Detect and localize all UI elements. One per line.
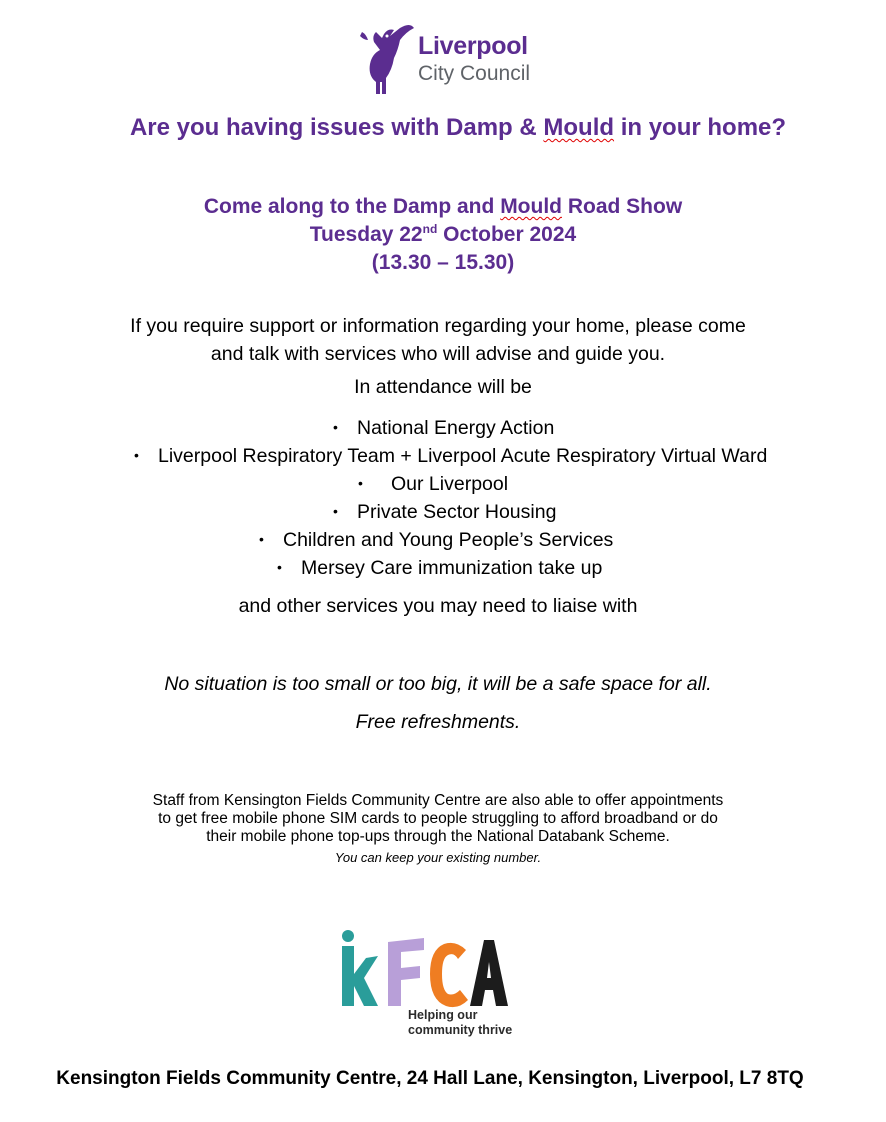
list-item <box>333 501 556 524</box>
list-item <box>333 417 554 440</box>
roadshow-title <box>0 193 886 221</box>
bullet-icon: • <box>358 475 363 491</box>
liver-bird-icon <box>354 24 416 96</box>
liverpool-city-council-logo <box>354 24 564 96</box>
headline-text-start: Are you having issues with Damp & <box>129 114 544 141</box>
kfca-wordmark-icon <box>338 928 508 1012</box>
staff-note-line: to get free mobile phone SIM cards to people struggling to afford broadband or do <box>158 810 718 827</box>
refreshments-note: Free refreshments. <box>355 711 521 733</box>
list-item-label: Private Sector Housing <box>357 501 557 523</box>
kfca-logo <box>338 928 538 1043</box>
roadshow-title-end: Road Show <box>562 195 683 218</box>
list-item <box>134 445 767 468</box>
date-month-year: October 2024 <box>437 223 577 246</box>
safe-space-statement: No situation is too small or too big, it will be a safe space for all. <box>164 673 712 695</box>
list-item <box>277 557 602 580</box>
list-item <box>259 529 613 552</box>
bullet-icon: • <box>333 419 338 435</box>
roadshow-date <box>0 221 886 249</box>
intro-paragraph <box>0 312 876 368</box>
bullet-icon: • <box>134 447 139 463</box>
page-headline <box>10 114 886 142</box>
staff-note-line: Staff from Kensington Fields Community Centre are also able to offer appointments <box>152 792 724 809</box>
staff-note-line: their mobile phone top-ups through the National Databank Scheme. <box>206 828 670 845</box>
staff-note <box>0 792 876 846</box>
intro-line: If you require support or information regarding your home, please come <box>130 315 746 337</box>
headline-text-end: in your home? <box>614 114 787 141</box>
list-item <box>358 473 508 496</box>
keep-number-note: You can keep your existing number. <box>334 850 542 865</box>
list-item-label: National Energy Action <box>357 417 555 439</box>
attendance-heading: In attendance will be <box>354 376 532 398</box>
roadshow-flagged-word: Mould <box>500 195 562 218</box>
roadshow-time: (13.30 – 15.30) <box>371 251 515 274</box>
list-item-label: Liverpool Respiratory Team + Liverpool Acute Respiratory Virtual Ward <box>158 445 768 467</box>
date-day: Tuesday 22 <box>309 223 423 246</box>
logo-title: Liverpool <box>418 32 528 60</box>
headline-flagged-word: Mould <box>543 114 615 141</box>
roadshow-details <box>0 193 886 277</box>
bullet-icon: • <box>333 503 338 519</box>
venue-address: Kensington Fields Community Centre, 24 Hall Lane, Kensington, Liverpool, L7 8TQ <box>56 1068 804 1089</box>
roadshow-title-start: Come along to the Damp and <box>203 195 501 218</box>
list-item-label: Mersey Care immunization take up <box>301 557 603 579</box>
date-ordinal: nd <box>422 222 438 236</box>
list-item-label: Children and Young People’s Services <box>283 529 614 551</box>
intro-line: and talk with services who will advise and guide you. <box>210 343 666 365</box>
list-item-label: Our Liverpool <box>391 473 509 495</box>
bullet-icon: • <box>277 559 282 575</box>
kfca-tagline: community thrive <box>408 1023 513 1037</box>
kfca-tagline: Helping our <box>408 1008 478 1022</box>
bullet-icon: • <box>259 531 264 547</box>
other-services-text: and other services you may need to liaise with <box>238 595 638 617</box>
logo-subtitle: City Council <box>418 62 531 85</box>
